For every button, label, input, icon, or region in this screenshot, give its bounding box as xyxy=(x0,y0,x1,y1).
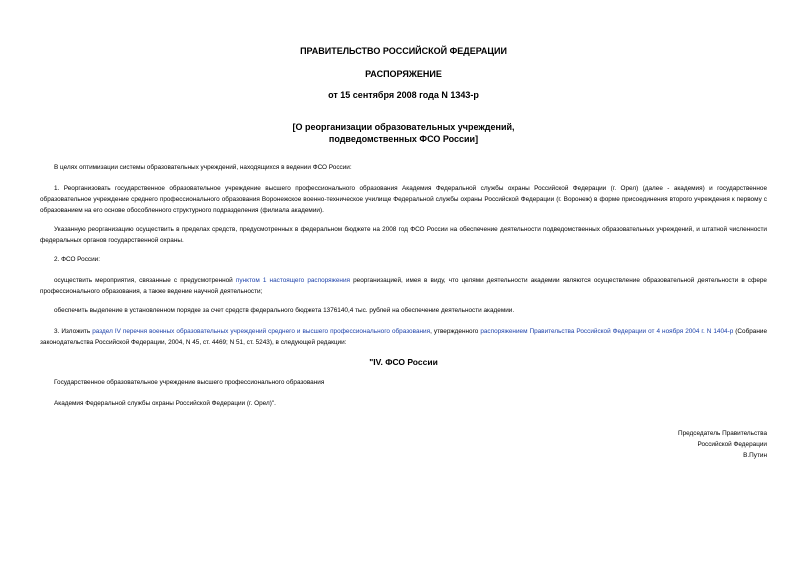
signature-position: Председатель Правительства xyxy=(678,430,767,437)
item-3-paragraph xyxy=(40,326,767,348)
signature-organization: Российской Федерации xyxy=(697,441,767,448)
intro-paragraph: В целях оптимизации системы образовательных учреждений, находящихся в ведении ФСО России: xyxy=(54,164,352,171)
section-iv-link[interactable]: раздел IV перечня военных образовательных учреждений среднего и высшего профессионального образования xyxy=(92,328,431,335)
item-1-reference-link[interactable]: пунктом 1 настоящего распоряжения xyxy=(235,277,350,284)
section-line-1: Государственное образовательное учреждение высшего профессионального образования xyxy=(54,379,325,386)
item-2b-paragraph: обеспечить выделение в установленном порядке за счет средств федерального бюджета 1376140,4 тыс. рублей на обеспечение деятельности академии. xyxy=(54,307,515,314)
item-3-mid: , утвержденного xyxy=(430,328,481,335)
signature-name: В.Путин xyxy=(743,452,767,459)
finance-paragraph: Указанную реорганизацию осуществить в пределах средств, предусмотренных в федеральном бюджете на 2008 год ФСО России на обеспечение деятельности подведомственных образовательных учреждений, и штатной численности федеральных органов государственной охраны. xyxy=(40,226,767,244)
title-line-2: подведомственных ФСО России] xyxy=(328,134,479,144)
item-1-paragraph: 1. Реорганизовать государственное образовательное учреждение высшего профессионального образования Академия Федеральной службы охраны Российской Федерации (г. Орел) (далее - академия) и государственное образовательное учреждение среднего профессионального образования Воронежское военно-техническое училище Федеральной службы охраны Российской Федерации (г. Воронеж) в форме присоединения второго учреждения к первому с образованием на его основе обособленного структурного подразделения (филиала академии). xyxy=(40,185,767,214)
item-3-prefix: 3. Изложить xyxy=(54,328,93,335)
government-heading: ПРАВИТЕЛЬСТВО РОССИЙСКОЙ ФЕДЕРАЦИИ xyxy=(300,46,507,56)
date-number-heading: от 15 сентября 2008 года N 1343-р xyxy=(328,90,479,100)
document-type-heading: РАСПОРЯЖЕНИЕ xyxy=(365,69,442,79)
title-line-1: [О реорганизации образовательных учреждений, xyxy=(292,122,515,132)
section-line-2: Академия Федеральной службы охраны Российской Федерации (г. Орел)". xyxy=(54,400,276,407)
item-3-suffix: (Собрание законодательства Российской Федерации, 2004, N 45, ст. 4469; N 51, ст. 5243), в следующей редакции: xyxy=(40,328,768,346)
item-2a-text-after: реорганизацией, имея в виду, что целями деятельности академии являются осуществление образовательной деятельности в сфере профессионального образования, а также ведение научной деятельности; xyxy=(40,277,767,295)
item-2a-text-before: осуществить мероприятия, связанные с предусмотренной xyxy=(54,277,236,284)
item-2-paragraph: 2. ФСО России: xyxy=(54,256,101,263)
decree-1404-link[interactable]: распоряжением Правительства Российской Федерации от 4 ноября 2004 г. N 1404-р xyxy=(480,328,734,335)
item-2a-paragraph xyxy=(40,275,767,297)
section-iv-heading: "IV. ФСО России xyxy=(369,357,438,367)
